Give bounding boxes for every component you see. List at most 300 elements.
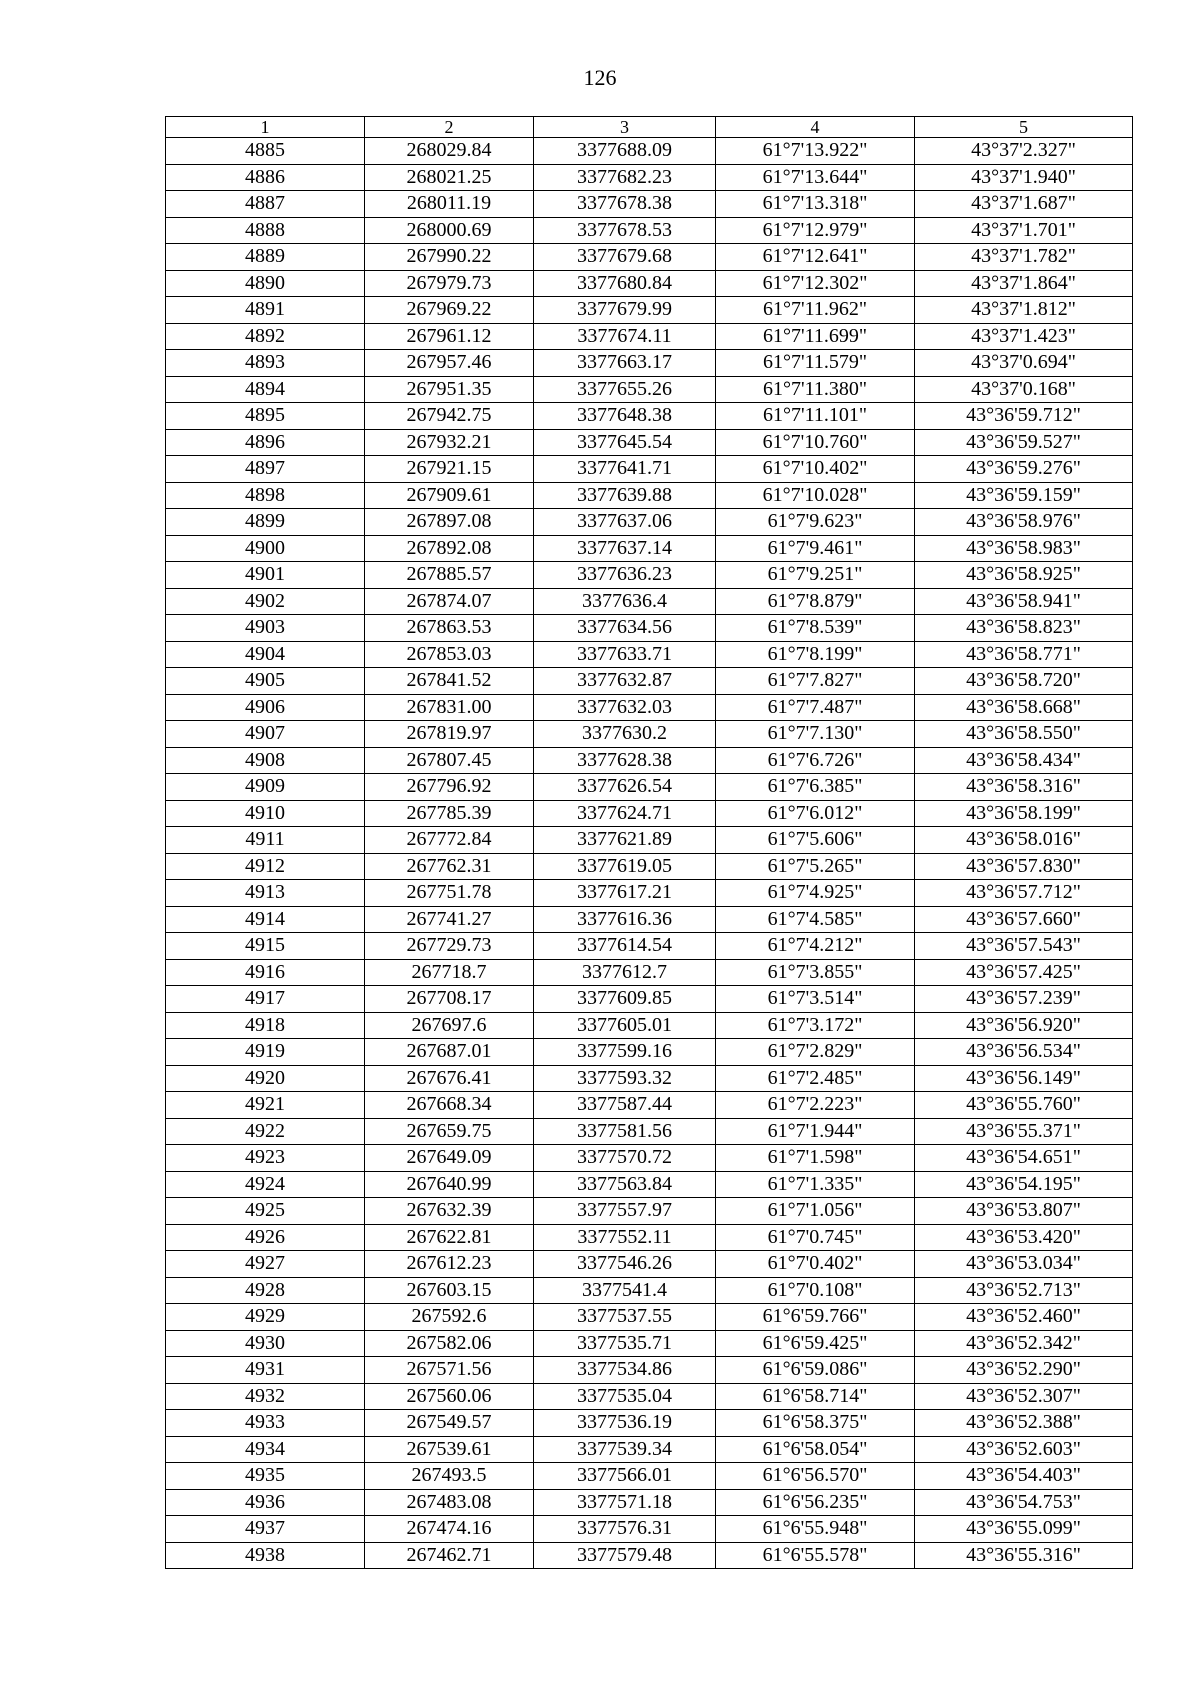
point-number-cell: 4932 (166, 1383, 365, 1410)
coord-y-cell: 3377655.26 (534, 376, 716, 403)
coord-y-cell: 3377535.71 (534, 1330, 716, 1357)
coord-x-cell: 267571.56 (365, 1357, 534, 1384)
point-number-cell: 4907 (166, 721, 365, 748)
coord-x-cell: 267603.15 (365, 1277, 534, 1304)
longitude-cell: 61°6'56.235" (716, 1489, 915, 1516)
coord-x-cell: 267676.41 (365, 1065, 534, 1092)
table-row (166, 1489, 1133, 1516)
coord-x-cell: 267668.34 (365, 1092, 534, 1119)
coord-x-cell: 267462.71 (365, 1542, 534, 1569)
coord-x-cell: 267632.39 (365, 1198, 534, 1225)
table-row (166, 774, 1133, 801)
coord-x-cell: 267892.08 (365, 535, 534, 562)
table-row (166, 588, 1133, 615)
table-row (166, 668, 1133, 695)
latitude-cell: 43°36'58.668" (915, 694, 1133, 721)
latitude-cell: 43°37'1.701" (915, 217, 1133, 244)
longitude-cell: 61°7'8.199" (716, 641, 915, 668)
table-row (166, 1012, 1133, 1039)
latitude-cell: 43°36'59.276" (915, 456, 1133, 483)
point-number-cell: 4921 (166, 1092, 365, 1119)
latitude-cell: 43°36'57.712" (915, 880, 1133, 907)
coord-x-cell: 267885.57 (365, 562, 534, 589)
point-number-cell: 4912 (166, 853, 365, 880)
latitude-cell: 43°36'57.660" (915, 906, 1133, 933)
latitude-cell: 43°36'59.527" (915, 429, 1133, 456)
coord-x-cell: 267961.12 (365, 323, 534, 350)
coord-y-cell: 3377557.97 (534, 1198, 716, 1225)
coord-y-cell: 3377637.14 (534, 535, 716, 562)
latitude-cell: 43°36'58.720" (915, 668, 1133, 695)
coord-y-cell: 3377599.16 (534, 1039, 716, 1066)
point-number-cell: 4898 (166, 482, 365, 509)
longitude-cell: 61°7'7.827" (716, 668, 915, 695)
coord-x-cell: 267592.6 (365, 1304, 534, 1331)
latitude-cell: 43°36'54.753" (915, 1489, 1133, 1516)
coord-x-cell: 267751.78 (365, 880, 534, 907)
coord-y-cell: 3377593.32 (534, 1065, 716, 1092)
coord-y-cell: 3377587.44 (534, 1092, 716, 1119)
latitude-cell: 43°36'59.712" (915, 403, 1133, 430)
coord-x-cell: 267819.97 (365, 721, 534, 748)
table-row (166, 456, 1133, 483)
table-row (166, 1436, 1133, 1463)
longitude-cell: 61°7'10.760" (716, 429, 915, 456)
table-row (166, 1171, 1133, 1198)
latitude-cell: 43°36'55.760" (915, 1092, 1133, 1119)
coord-x-cell: 267841.52 (365, 668, 534, 695)
coord-y-cell: 3377634.56 (534, 615, 716, 642)
longitude-cell: 61°7'4.585" (716, 906, 915, 933)
table-row (166, 1224, 1133, 1251)
longitude-cell: 61°7'3.855" (716, 959, 915, 986)
coord-x-cell: 267483.08 (365, 1489, 534, 1516)
coord-x-cell: 267979.73 (365, 270, 534, 297)
coord-x-cell: 267741.27 (365, 906, 534, 933)
latitude-cell: 43°36'54.403" (915, 1463, 1133, 1490)
latitude-cell: 43°37'0.168" (915, 376, 1133, 403)
point-number-cell: 4915 (166, 933, 365, 960)
longitude-cell: 61°7'7.487" (716, 694, 915, 721)
latitude-cell: 43°36'58.941" (915, 588, 1133, 615)
latitude-cell: 43°36'58.550" (915, 721, 1133, 748)
coord-x-cell: 267957.46 (365, 350, 534, 377)
latitude-cell: 43°37'1.782" (915, 244, 1133, 271)
coord-y-cell: 3377641.71 (534, 456, 716, 483)
coord-y-cell: 3377535.04 (534, 1383, 716, 1410)
coord-y-cell: 3377624.71 (534, 800, 716, 827)
longitude-cell: 61°6'59.425" (716, 1330, 915, 1357)
coordinates-table (165, 116, 1133, 1569)
point-number-cell: 4924 (166, 1171, 365, 1198)
coord-y-cell: 3377679.68 (534, 244, 716, 271)
column-header: 1 (166, 117, 365, 138)
point-number-cell: 4885 (166, 138, 365, 165)
coord-x-cell: 267772.84 (365, 827, 534, 854)
column-header: 4 (716, 117, 915, 138)
coord-x-cell: 267969.22 (365, 297, 534, 324)
coord-x-cell: 268029.84 (365, 138, 534, 165)
coord-x-cell: 267863.53 (365, 615, 534, 642)
latitude-cell: 43°36'59.159" (915, 482, 1133, 509)
latitude-cell: 43°36'58.823" (915, 615, 1133, 642)
coord-x-cell: 267853.03 (365, 641, 534, 668)
coord-x-cell: 267921.15 (365, 456, 534, 483)
coord-y-cell: 3377537.55 (534, 1304, 716, 1331)
latitude-cell: 43°36'57.425" (915, 959, 1133, 986)
point-number-cell: 4899 (166, 509, 365, 536)
longitude-cell: 61°7'9.251" (716, 562, 915, 589)
coord-y-cell: 3377632.87 (534, 668, 716, 695)
coord-y-cell: 3377563.84 (534, 1171, 716, 1198)
coord-y-cell: 3377534.86 (534, 1357, 716, 1384)
latitude-cell: 43°37'2.327" (915, 138, 1133, 165)
coord-x-cell: 267729.73 (365, 933, 534, 960)
table-row (166, 1039, 1133, 1066)
table-row (166, 986, 1133, 1013)
longitude-cell: 61°7'12.302" (716, 270, 915, 297)
latitude-cell: 43°36'52.342" (915, 1330, 1133, 1357)
coord-y-cell: 3377630.2 (534, 721, 716, 748)
point-number-cell: 4903 (166, 615, 365, 642)
column-header: 5 (915, 117, 1133, 138)
longitude-cell: 61°7'8.539" (716, 615, 915, 642)
coord-x-cell: 267539.61 (365, 1436, 534, 1463)
latitude-cell: 43°36'52.388" (915, 1410, 1133, 1437)
longitude-cell: 61°6'58.714" (716, 1383, 915, 1410)
latitude-cell: 43°36'55.316" (915, 1542, 1133, 1569)
latitude-cell: 43°36'57.830" (915, 853, 1133, 880)
coord-y-cell: 3377570.72 (534, 1145, 716, 1172)
coord-x-cell: 267796.92 (365, 774, 534, 801)
coord-x-cell: 267549.57 (365, 1410, 534, 1437)
point-number-cell: 4909 (166, 774, 365, 801)
coord-y-cell: 3377636.4 (534, 588, 716, 615)
longitude-cell: 61°7'3.514" (716, 986, 915, 1013)
longitude-cell: 61°6'58.375" (716, 1410, 915, 1437)
point-number-cell: 4896 (166, 429, 365, 456)
longitude-cell: 61°6'59.766" (716, 1304, 915, 1331)
table-row (166, 1410, 1133, 1437)
coord-y-cell: 3377609.85 (534, 986, 716, 1013)
table-row (166, 403, 1133, 430)
column-header: 3 (534, 117, 716, 138)
table-row (166, 138, 1133, 165)
table-row (166, 747, 1133, 774)
point-number-cell: 4891 (166, 297, 365, 324)
longitude-cell: 61°7'0.108" (716, 1277, 915, 1304)
point-number-cell: 4930 (166, 1330, 365, 1357)
longitude-cell: 61°7'13.922" (716, 138, 915, 165)
point-number-cell: 4887 (166, 191, 365, 218)
point-number-cell: 4913 (166, 880, 365, 907)
coord-y-cell: 3377571.18 (534, 1489, 716, 1516)
table-row (166, 1065, 1133, 1092)
coord-y-cell: 3377633.71 (534, 641, 716, 668)
table-row (166, 721, 1133, 748)
coord-x-cell: 267582.06 (365, 1330, 534, 1357)
coord-x-cell: 267932.21 (365, 429, 534, 456)
point-number-cell: 4889 (166, 244, 365, 271)
longitude-cell: 61°7'6.012" (716, 800, 915, 827)
table-row (166, 1330, 1133, 1357)
coord-y-cell: 3377679.99 (534, 297, 716, 324)
coord-y-cell: 3377576.31 (534, 1516, 716, 1543)
table-row (166, 1463, 1133, 1490)
coord-y-cell: 3377605.01 (534, 1012, 716, 1039)
coord-y-cell: 3377680.84 (534, 270, 716, 297)
table-row (166, 880, 1133, 907)
table-row (166, 800, 1133, 827)
latitude-cell: 43°36'55.371" (915, 1118, 1133, 1145)
longitude-cell: 61°7'7.130" (716, 721, 915, 748)
coord-x-cell: 267622.81 (365, 1224, 534, 1251)
coord-y-cell: 3377639.88 (534, 482, 716, 509)
point-number-cell: 4906 (166, 694, 365, 721)
longitude-cell: 61°7'6.726" (716, 747, 915, 774)
longitude-cell: 61°7'11.101" (716, 403, 915, 430)
longitude-cell: 61°7'11.962" (716, 297, 915, 324)
coord-x-cell: 268021.25 (365, 164, 534, 191)
point-number-cell: 4919 (166, 1039, 365, 1066)
latitude-cell: 43°36'52.713" (915, 1277, 1133, 1304)
longitude-cell: 61°7'8.879" (716, 588, 915, 615)
latitude-cell: 43°37'1.940" (915, 164, 1133, 191)
coord-x-cell: 267909.61 (365, 482, 534, 509)
coord-y-cell: 3377566.01 (534, 1463, 716, 1490)
latitude-cell: 43°37'1.687" (915, 191, 1133, 218)
header-row (166, 117, 1133, 138)
point-number-cell: 4936 (166, 1489, 365, 1516)
table-row (166, 1251, 1133, 1278)
longitude-cell: 61°7'4.212" (716, 933, 915, 960)
longitude-cell: 61°7'11.579" (716, 350, 915, 377)
longitude-cell: 61°7'1.335" (716, 1171, 915, 1198)
longitude-cell: 61°6'58.054" (716, 1436, 915, 1463)
longitude-cell: 61°7'13.644" (716, 164, 915, 191)
latitude-cell: 43°36'53.420" (915, 1224, 1133, 1251)
latitude-cell: 43°36'54.651" (915, 1145, 1133, 1172)
longitude-cell: 61°7'12.641" (716, 244, 915, 271)
coord-y-cell: 3377663.17 (534, 350, 716, 377)
longitude-cell: 61°7'1.056" (716, 1198, 915, 1225)
longitude-cell: 61°7'13.318" (716, 191, 915, 218)
table-row (166, 1304, 1133, 1331)
coord-x-cell: 267762.31 (365, 853, 534, 880)
table-row (166, 1118, 1133, 1145)
latitude-cell: 43°36'56.149" (915, 1065, 1133, 1092)
table-row (166, 1383, 1133, 1410)
point-number-cell: 4892 (166, 323, 365, 350)
coord-y-cell: 3377546.26 (534, 1251, 716, 1278)
point-number-cell: 4931 (166, 1357, 365, 1384)
coord-y-cell: 3377579.48 (534, 1542, 716, 1569)
point-number-cell: 4928 (166, 1277, 365, 1304)
coord-x-cell: 267474.16 (365, 1516, 534, 1543)
longitude-cell: 61°7'12.979" (716, 217, 915, 244)
latitude-cell: 43°36'58.316" (915, 774, 1133, 801)
table-row (166, 482, 1133, 509)
coord-y-cell: 3377688.09 (534, 138, 716, 165)
point-number-cell: 4893 (166, 350, 365, 377)
coord-y-cell: 3377619.05 (534, 853, 716, 880)
latitude-cell: 43°36'56.920" (915, 1012, 1133, 1039)
latitude-cell: 43°36'58.925" (915, 562, 1133, 589)
point-number-cell: 4927 (166, 1251, 365, 1278)
coord-x-cell: 267612.23 (365, 1251, 534, 1278)
coord-x-cell: 267560.06 (365, 1383, 534, 1410)
table-row (166, 1092, 1133, 1119)
latitude-cell: 43°36'54.195" (915, 1171, 1133, 1198)
coord-x-cell: 267831.00 (365, 694, 534, 721)
table-row (166, 853, 1133, 880)
latitude-cell: 43°36'58.434" (915, 747, 1133, 774)
latitude-cell: 43°36'56.534" (915, 1039, 1133, 1066)
table-row (166, 429, 1133, 456)
table-row (166, 694, 1133, 721)
table-row (166, 376, 1133, 403)
latitude-cell: 43°36'52.603" (915, 1436, 1133, 1463)
point-number-cell: 4905 (166, 668, 365, 695)
longitude-cell: 61°7'2.829" (716, 1039, 915, 1066)
coord-x-cell: 267708.17 (365, 986, 534, 1013)
longitude-cell: 61°7'4.925" (716, 880, 915, 907)
point-number-cell: 4901 (166, 562, 365, 589)
coord-x-cell: 267874.07 (365, 588, 534, 615)
latitude-cell: 43°36'53.807" (915, 1198, 1133, 1225)
coord-y-cell: 3377552.11 (534, 1224, 716, 1251)
longitude-cell: 61°7'3.172" (716, 1012, 915, 1039)
coord-y-cell: 3377678.53 (534, 217, 716, 244)
point-number-cell: 4911 (166, 827, 365, 854)
point-number-cell: 4890 (166, 270, 365, 297)
coord-y-cell: 3377626.54 (534, 774, 716, 801)
point-number-cell: 4886 (166, 164, 365, 191)
point-number-cell: 4920 (166, 1065, 365, 1092)
coord-x-cell: 267942.75 (365, 403, 534, 430)
coord-y-cell: 3377616.36 (534, 906, 716, 933)
table-row (166, 350, 1133, 377)
table-row (166, 535, 1133, 562)
coord-y-cell: 3377541.4 (534, 1277, 716, 1304)
coord-x-cell: 267897.08 (365, 509, 534, 536)
table-row (166, 1542, 1133, 1569)
coord-y-cell: 3377645.54 (534, 429, 716, 456)
coord-y-cell: 3377536.19 (534, 1410, 716, 1437)
longitude-cell: 61°7'0.402" (716, 1251, 915, 1278)
point-number-cell: 4894 (166, 376, 365, 403)
point-number-cell: 4914 (166, 906, 365, 933)
table-row (166, 1357, 1133, 1384)
point-number-cell: 4923 (166, 1145, 365, 1172)
latitude-cell: 43°37'1.423" (915, 323, 1133, 350)
table-row (166, 509, 1133, 536)
coord-y-cell: 3377628.38 (534, 747, 716, 774)
latitude-cell: 43°36'58.771" (915, 641, 1133, 668)
table-row (166, 641, 1133, 668)
coord-x-cell: 267649.09 (365, 1145, 534, 1172)
point-number-cell: 4897 (166, 456, 365, 483)
longitude-cell: 61°7'5.606" (716, 827, 915, 854)
coord-y-cell: 3377674.11 (534, 323, 716, 350)
point-number-cell: 4933 (166, 1410, 365, 1437)
point-number-cell: 4908 (166, 747, 365, 774)
latitude-cell: 43°37'0.694" (915, 350, 1133, 377)
table-row (166, 827, 1133, 854)
coord-x-cell: 267990.22 (365, 244, 534, 271)
table-row (166, 191, 1133, 218)
longitude-cell: 61°7'1.598" (716, 1145, 915, 1172)
coord-x-cell: 267807.45 (365, 747, 534, 774)
coord-x-cell: 267640.99 (365, 1171, 534, 1198)
table-row (166, 297, 1133, 324)
latitude-cell: 43°37'1.864" (915, 270, 1133, 297)
coord-y-cell: 3377617.21 (534, 880, 716, 907)
point-number-cell: 4937 (166, 1516, 365, 1543)
point-number-cell: 4934 (166, 1436, 365, 1463)
longitude-cell: 61°7'11.380" (716, 376, 915, 403)
longitude-cell: 61°7'9.623" (716, 509, 915, 536)
coord-y-cell: 3377637.06 (534, 509, 716, 536)
latitude-cell: 43°36'57.239" (915, 986, 1133, 1013)
latitude-cell: 43°36'52.290" (915, 1357, 1133, 1384)
table-row (166, 270, 1133, 297)
longitude-cell: 61°7'5.265" (716, 853, 915, 880)
longitude-cell: 61°7'9.461" (716, 535, 915, 562)
column-header: 2 (365, 117, 534, 138)
longitude-cell: 61°7'2.485" (716, 1065, 915, 1092)
point-number-cell: 4938 (166, 1542, 365, 1569)
page-number: 126 (583, 65, 617, 90)
coord-x-cell: 267659.75 (365, 1118, 534, 1145)
point-number-cell: 4929 (166, 1304, 365, 1331)
table-row (166, 323, 1133, 350)
coord-x-cell: 267687.01 (365, 1039, 534, 1066)
table-row (166, 164, 1133, 191)
latitude-cell: 43°36'52.307" (915, 1383, 1133, 1410)
point-number-cell: 4916 (166, 959, 365, 986)
coord-x-cell: 267493.5 (365, 1463, 534, 1490)
coord-y-cell: 3377539.34 (534, 1436, 716, 1463)
point-number-cell: 4917 (166, 986, 365, 1013)
point-number-cell: 4922 (166, 1118, 365, 1145)
point-number-cell: 4935 (166, 1463, 365, 1490)
table-header (166, 117, 1133, 138)
coord-y-cell: 3377648.38 (534, 403, 716, 430)
latitude-cell: 43°36'52.460" (915, 1304, 1133, 1331)
point-number-cell: 4918 (166, 1012, 365, 1039)
longitude-cell: 61°7'1.944" (716, 1118, 915, 1145)
longitude-cell: 61°7'11.699" (716, 323, 915, 350)
coord-y-cell: 3377678.38 (534, 191, 716, 218)
longitude-cell: 61°7'6.385" (716, 774, 915, 801)
table-row (166, 1277, 1133, 1304)
point-number-cell: 4925 (166, 1198, 365, 1225)
longitude-cell: 61°7'10.402" (716, 456, 915, 483)
point-number-cell: 4888 (166, 217, 365, 244)
longitude-cell: 61°6'59.086" (716, 1357, 915, 1384)
coord-x-cell: 267951.35 (365, 376, 534, 403)
table-row (166, 562, 1133, 589)
point-number-cell: 4910 (166, 800, 365, 827)
latitude-cell: 43°36'58.199" (915, 800, 1133, 827)
table-row (166, 217, 1133, 244)
point-number-cell: 4895 (166, 403, 365, 430)
coord-x-cell: 268000.69 (365, 217, 534, 244)
latitude-cell: 43°36'55.099" (915, 1516, 1133, 1543)
table-row (166, 933, 1133, 960)
latitude-cell: 43°37'1.812" (915, 297, 1133, 324)
